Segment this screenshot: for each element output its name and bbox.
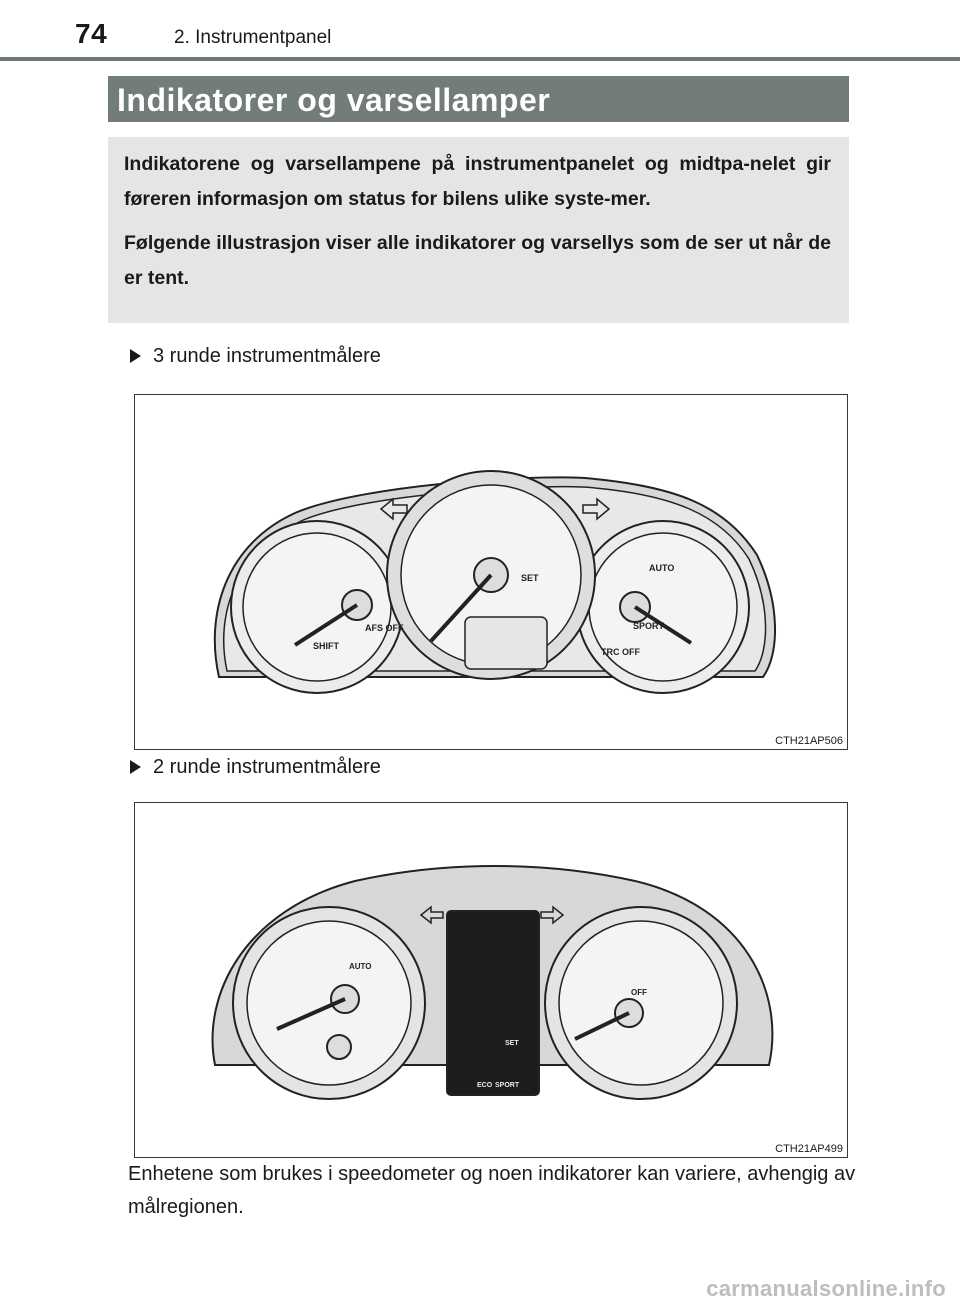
center-display: [465, 617, 547, 669]
set-label: SET: [505, 1040, 519, 1047]
set-label: SET: [521, 573, 539, 583]
sport-label: SPORT: [633, 621, 665, 631]
intro-paragraph-1: Indikatorene og varsellampene på instrumentpanelet og midtpa-nelet gir føreren informasjon om status for bilens ulike syste-mer.: [124, 153, 831, 210]
subhead-three-gauges: [130, 345, 381, 368]
shift-label: SHIFT: [313, 641, 339, 651]
sport-label: SPORT: [495, 1082, 520, 1089]
section-title: Indikatorer og varsellamper: [108, 76, 849, 122]
watermark: carmanualsonline.info: [706, 1276, 946, 1301]
header-rule: [0, 57, 960, 61]
afs-off-label: AFS OFF: [365, 623, 404, 633]
subhead-two-gauges: [130, 756, 381, 779]
triangle-bullet-icon: [130, 349, 141, 363]
subhead-label: 3 runde instrumentmålere: [153, 345, 381, 367]
chapter-title: 2. Instrumentpanel: [174, 27, 332, 48]
subhead-label: 2 runde instrumentmålere: [153, 756, 381, 778]
page-number: 74: [75, 18, 108, 49]
trc-off-label: TRC OFF: [601, 647, 640, 657]
footnote-text: Enhetene som brukes i speedometer og noen indikatorer kan variere, avhengig av målregionen.: [128, 1163, 856, 1218]
multi-information-display: [447, 911, 539, 1095]
figure-code: CTH21AP506: [775, 735, 843, 747]
auto-label: AUTO: [349, 962, 372, 971]
page-header: [0, 0, 960, 64]
two-gauge-cluster-illustration: [135, 803, 849, 1159]
triangle-bullet-icon: [130, 760, 141, 774]
figure-three-gauge-cluster: [134, 394, 848, 750]
intro-box: [108, 137, 849, 323]
figure-two-gauge-cluster: [134, 802, 848, 1158]
auto-label: AUTO: [649, 563, 675, 573]
eco-label: ECO: [477, 1082, 493, 1089]
intro-paragraph-2: Følgende illustrasjon viser alle indikatorer og varsellys som de ser ut når de er tent.: [124, 232, 831, 289]
figure-code: CTH21AP499: [775, 1143, 843, 1155]
off-label: OFF: [631, 988, 647, 997]
three-gauge-cluster-illustration: [135, 395, 849, 751]
